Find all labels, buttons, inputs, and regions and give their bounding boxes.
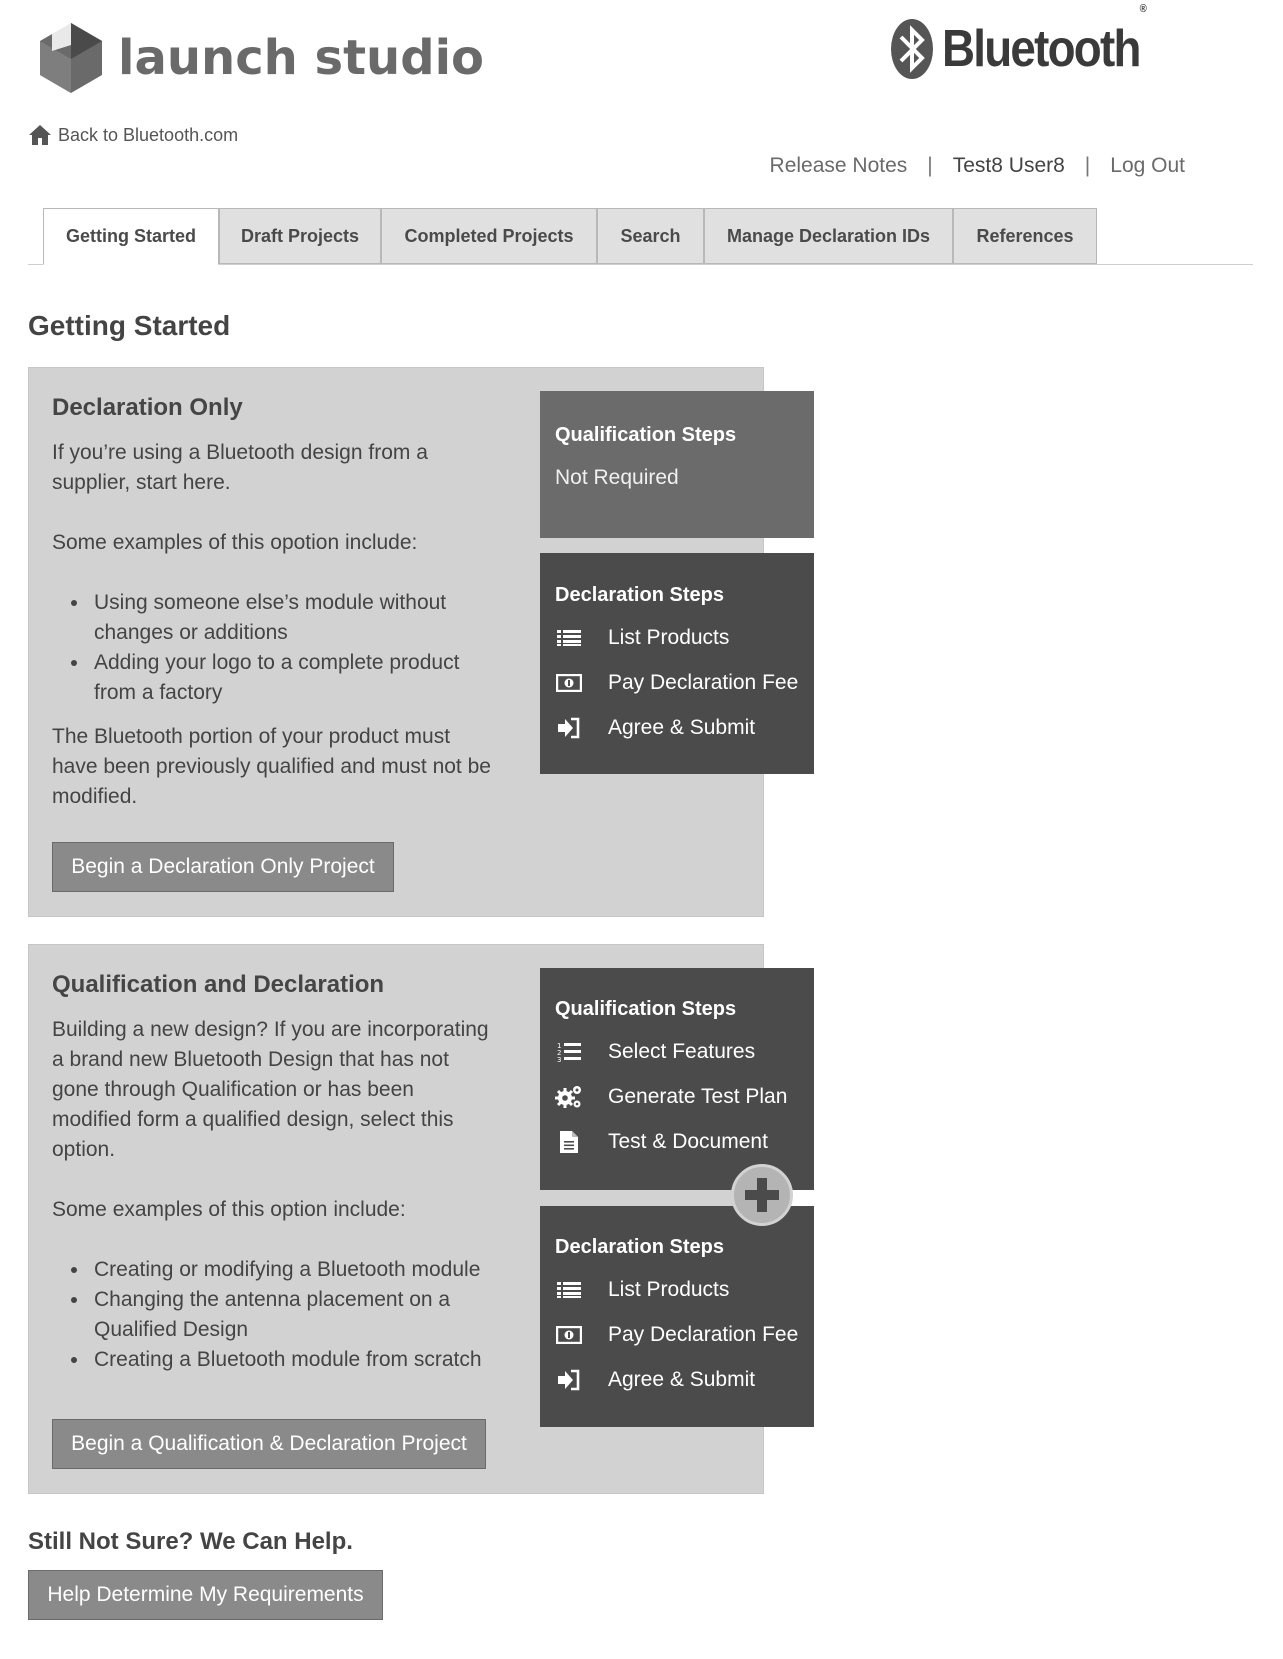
launch-studio-logo[interactable]	[38, 18, 484, 98]
steps-status: Not Required	[555, 466, 679, 489]
registered-mark: ®	[1139, 3, 1146, 15]
document-icon	[555, 1128, 583, 1156]
examples-list	[52, 588, 492, 708]
help-title: Still Not Sure? We Can Help.	[28, 1528, 353, 1555]
panel-description	[52, 438, 492, 812]
main-tabs	[28, 208, 1253, 265]
sign-in-icon	[555, 714, 583, 742]
step-agree-submit	[555, 1366, 755, 1394]
svg-text:3: 3	[557, 1056, 562, 1063]
list-icon	[555, 1276, 583, 1304]
examples-list	[52, 1255, 492, 1375]
step-label: Pay Declaration Fee	[608, 671, 799, 694]
step-list-products	[555, 624, 729, 652]
bluetooth-logo	[890, 3, 1173, 80]
tab-search[interactable]: Search	[597, 208, 704, 264]
step-label: List Products	[608, 1278, 730, 1301]
step-test-document	[555, 1128, 768, 1156]
bluetooth-wordmark	[942, 3, 1146, 79]
step-label: Pay Declaration Fee	[608, 1323, 799, 1346]
step-label: Test & Document	[608, 1130, 768, 1153]
svg-text:2: 2	[557, 1049, 562, 1057]
step-select-features	[555, 1038, 755, 1066]
tab-completed-projects[interactable]: Completed Projects	[381, 208, 597, 264]
steps-title: Declaration Steps	[555, 584, 724, 606]
panel-title: Declaration Only	[52, 394, 243, 421]
step-pay-declaration-fee	[555, 669, 798, 697]
intro-text: If you’re using a Bluetooth design from a supplier, start here.	[52, 441, 428, 494]
step-label: Generate Test Plan	[608, 1085, 788, 1108]
back-to-bluetooth-link[interactable]	[28, 124, 238, 146]
log-out-link[interactable]: Log Out	[1110, 154, 1185, 177]
numbered-list-icon	[555, 1038, 583, 1066]
home-icon	[28, 124, 52, 146]
step-label: Select Features	[608, 1040, 756, 1063]
tab-draft-projects[interactable]: Draft Projects	[219, 208, 381, 264]
nav-separator: |	[1084, 154, 1091, 177]
steps-title: Qualification Steps	[555, 424, 737, 446]
panel-title: Qualification and Declaration	[52, 971, 385, 998]
qualification-steps-box	[540, 391, 814, 538]
qualification-steps-box	[540, 968, 814, 1190]
intro-text: Building a new design? If you are incorporating a brand new Bluetooth Design that has not gone through Qualification or has been modified form a qualified design, select this option.	[52, 1018, 489, 1161]
tab-references[interactable]: References	[953, 208, 1097, 264]
svg-text:1: 1	[557, 1042, 562, 1050]
list-icon	[555, 624, 583, 652]
examples-intro: Some examples of this option include:	[52, 1198, 406, 1221]
declaration-steps-box	[540, 553, 814, 774]
list-item: • Creating a Bluetooth module from scratch	[90, 1345, 492, 1375]
money-icon	[555, 1321, 583, 1349]
nav-separator: |	[927, 154, 933, 177]
panel-description	[52, 1015, 492, 1375]
steps-title: Qualification Steps	[555, 998, 737, 1020]
bluetooth-rune-icon	[890, 18, 934, 80]
step-pay-declaration-fee	[555, 1321, 798, 1349]
list-item: • Adding your logo to a complete product from a factory	[90, 648, 492, 708]
bluetooth-wordmark-text: Bluetooth	[942, 20, 1140, 78]
step-label: Agree & Submit	[608, 1368, 756, 1391]
steps-title: Declaration Steps	[555, 1236, 724, 1258]
sign-in-icon	[555, 1366, 583, 1394]
list-item: • Creating or modifying a Bluetooth module	[90, 1255, 492, 1285]
release-notes-link[interactable]: Release Notes	[769, 154, 908, 177]
step-agree-submit	[555, 714, 755, 742]
gears-icon	[555, 1083, 583, 1111]
launch-studio-logo-icon	[38, 21, 104, 95]
tab-getting-started[interactable]: Getting Started	[43, 208, 219, 265]
user-name: Test8 User8	[952, 154, 1065, 177]
begin-qualification-declaration-button[interactable]: Begin a Qualification & Declaration Project	[52, 1419, 486, 1469]
money-icon	[555, 669, 583, 697]
list-item: • Using someone else’s module without changes or additions	[90, 588, 492, 648]
plus-icon	[731, 1164, 793, 1226]
examples-intro: Some examples of this opotion include:	[52, 531, 418, 554]
back-link-label: Back to Bluetooth.com	[58, 124, 239, 145]
step-label: List Products	[608, 626, 730, 649]
begin-declaration-only-button[interactable]: Begin a Declaration Only Project	[52, 842, 394, 892]
tab-manage-declaration-ids[interactable]: Manage Declaration IDs	[704, 208, 953, 264]
list-item: • Changing the antenna placement on a Qualified Design	[90, 1285, 492, 1345]
note-text: The Bluetooth portion of your product must have been previously qualified and must not be modified.	[52, 725, 491, 808]
page-title: Getting Started	[28, 310, 231, 341]
step-label: Agree & Submit	[608, 716, 756, 739]
step-generate-test-plan	[555, 1083, 787, 1111]
logo-text: launch studio	[118, 30, 484, 86]
help-determine-requirements-button[interactable]: Help Determine My Requirements	[28, 1570, 383, 1620]
user-nav	[770, 154, 1185, 178]
declaration-steps-box	[540, 1206, 814, 1427]
step-list-products	[555, 1276, 729, 1304]
